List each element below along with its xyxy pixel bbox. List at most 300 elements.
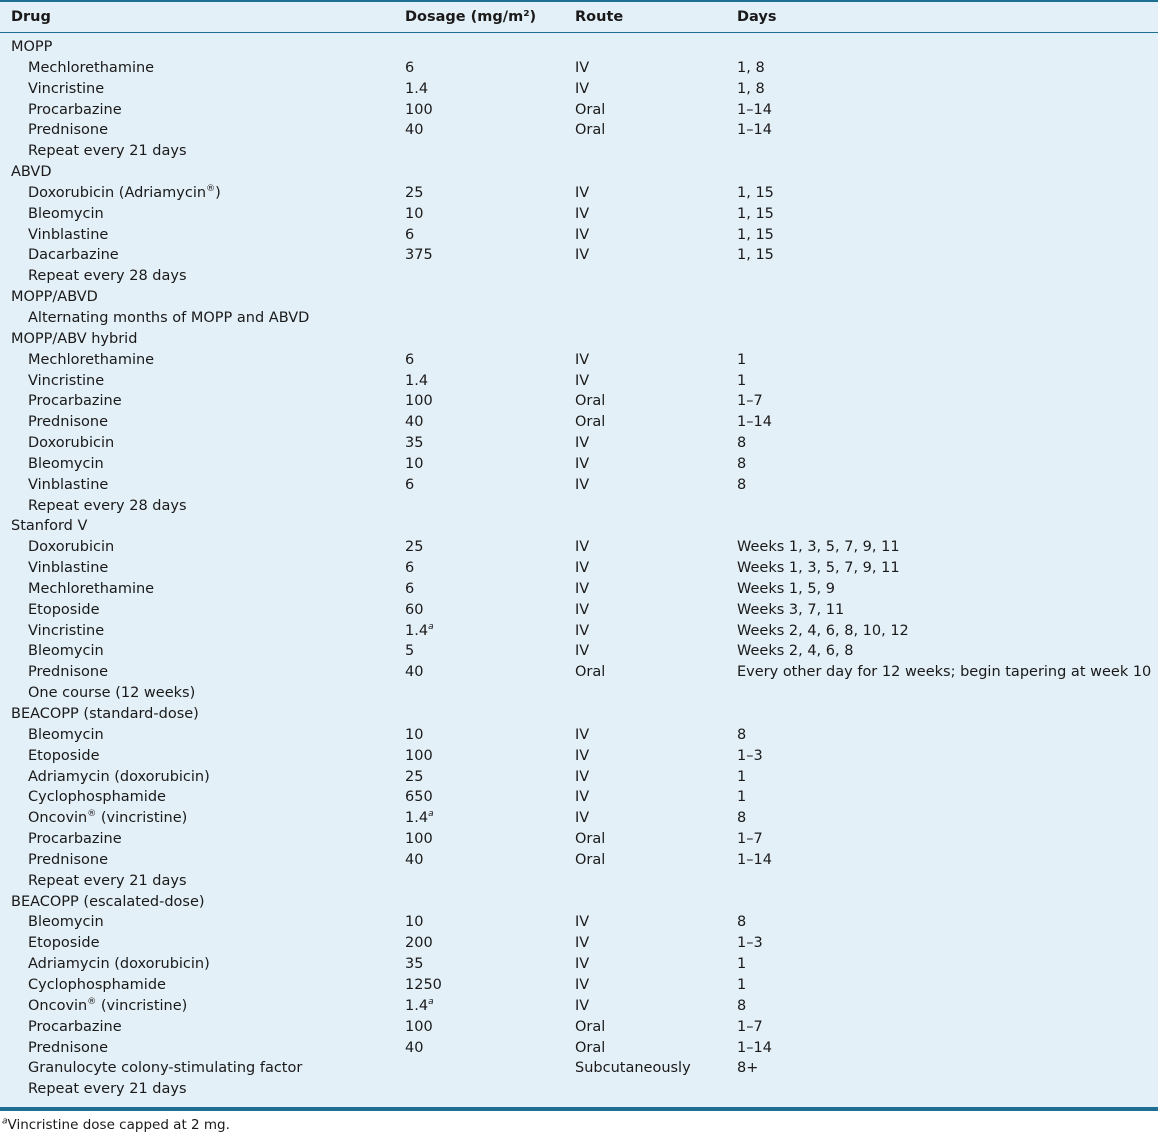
dosage-value: 650	[405, 789, 433, 806]
table-row	[0, 600, 1158, 621]
dosage-cell	[405, 621, 434, 641]
drug-name: Procarbazine	[28, 1018, 122, 1035]
drug-name: Etoposide	[28, 747, 100, 764]
drug-cell	[28, 1058, 302, 1078]
drug-name: Vincristine	[28, 80, 105, 97]
drug-name: Bleomycin	[28, 914, 104, 931]
dosage-cell	[405, 433, 423, 453]
drug-cell	[28, 683, 195, 703]
dosage-value: 40	[405, 414, 424, 431]
table-row	[0, 391, 1158, 412]
table-row	[0, 912, 1158, 933]
regimen-row	[0, 287, 1158, 308]
dosage-value: 6	[405, 59, 415, 76]
days-cell: 1, 15	[737, 205, 774, 222]
table-row	[0, 245, 1158, 266]
registered-mark: ®	[87, 996, 97, 1007]
footnote-text: Vincristine dose capped at 2 mg.	[7, 1117, 230, 1133]
days-cell: 1–14	[737, 101, 772, 118]
drug-name: BEACOPP (escalated-dose)	[11, 893, 205, 910]
dosage-cell	[405, 1017, 433, 1037]
dosage-cell	[405, 204, 423, 224]
dosage-cell	[405, 412, 423, 432]
dosage-value: 10	[405, 914, 424, 931]
drug-cell	[28, 662, 108, 682]
drug-name: Vincristine	[28, 372, 105, 389]
drug-cell	[28, 787, 166, 807]
dosage-value: 1.4	[405, 372, 429, 389]
dosage-value: 25	[405, 768, 424, 785]
footnote-marker: a	[2, 1116, 8, 1127]
drug-name: Mechlorethamine	[28, 59, 155, 76]
days-cell: 1–3	[737, 935, 763, 952]
dosage-cell	[405, 746, 433, 766]
dosage-cell	[405, 100, 433, 120]
drug-name: Repeat every 28 days	[28, 268, 187, 285]
drug-name: Doxorubicin	[28, 435, 115, 452]
drug-name: Etoposide	[28, 601, 100, 618]
dosage-value: 6	[405, 560, 415, 577]
days-cell: 8	[737, 997, 747, 1014]
drug-cell	[28, 558, 108, 578]
route-cell: IV	[575, 372, 590, 389]
registered-mark: ®	[206, 184, 216, 195]
dosage-value: 35	[405, 435, 424, 452]
route-cell: IV	[575, 768, 590, 785]
table-row	[0, 183, 1158, 204]
days-cell: 1, 8	[737, 59, 765, 76]
drug-name: Vinblastine	[28, 476, 109, 493]
dosage-cell	[405, 245, 433, 265]
dosage-value: 375	[405, 247, 433, 264]
route-cell: Oral	[575, 1039, 606, 1056]
dosage-value: 100	[405, 101, 433, 118]
table-row	[0, 975, 1158, 996]
drug-name: Stanford V	[11, 518, 88, 535]
dosage-value: 10	[405, 205, 424, 222]
table-body	[0, 37, 1158, 1100]
drug-name-suffix: (vincristine)	[96, 810, 188, 827]
table-row	[0, 79, 1158, 100]
dosage-cell	[405, 996, 434, 1016]
route-cell: IV	[575, 747, 590, 764]
route-cell: Oral	[575, 414, 606, 431]
table-row	[0, 204, 1158, 225]
drug-name: Bleomycin	[28, 643, 104, 660]
drug-cell	[28, 912, 104, 932]
route-cell: IV	[575, 476, 590, 493]
table-row	[0, 1017, 1158, 1038]
dosage-cell	[405, 725, 423, 745]
table-row	[0, 537, 1158, 558]
dosage-cell	[405, 1038, 423, 1058]
dosage-value: 10	[405, 726, 424, 743]
table-header	[0, 4, 1158, 33]
table-row	[0, 412, 1158, 433]
drug-cell	[28, 850, 108, 870]
drug-cell	[28, 120, 108, 140]
route-cell: IV	[575, 976, 590, 993]
route-cell: Oral	[575, 851, 606, 868]
drug-cell	[28, 496, 187, 516]
route-cell: IV	[575, 351, 590, 368]
footnote	[2, 1117, 230, 1133]
regimen-name	[11, 516, 87, 536]
drug-cell	[28, 433, 114, 453]
drug-name: Oncovin	[28, 810, 88, 827]
days-cell: Weeks 1, 3, 5, 7, 9, 11	[737, 560, 900, 577]
table-row	[0, 662, 1158, 683]
route-cell: Oral	[575, 1018, 606, 1035]
route-cell: Oral	[575, 101, 606, 118]
dosage-cell	[405, 933, 433, 953]
dosage-value: 1.4	[405, 997, 429, 1014]
drug-cell	[28, 621, 104, 641]
dosage-cell	[405, 225, 414, 245]
table-row	[0, 1038, 1158, 1059]
drug-cell	[28, 579, 154, 599]
route-cell: IV	[575, 435, 590, 452]
route-cell: Oral	[575, 831, 606, 848]
table-row	[0, 350, 1158, 371]
drug-name: Repeat every 21 days	[28, 1081, 187, 1098]
drug-cell	[28, 100, 122, 120]
table-row	[0, 266, 1158, 287]
drug-cell	[28, 204, 104, 224]
route-cell: Subcutaneously	[575, 1060, 691, 1077]
drug-name: Prednisone	[28, 664, 109, 681]
drug-name: Vinblastine	[28, 226, 109, 243]
route-cell: IV	[575, 726, 590, 743]
days-cell: 8	[737, 726, 747, 743]
regimen-row	[0, 704, 1158, 725]
days-cell: 1, 15	[737, 226, 774, 243]
route-cell: IV	[575, 914, 590, 931]
table-row	[0, 558, 1158, 579]
table-row	[0, 621, 1158, 642]
drug-name: Dacarbazine	[28, 247, 119, 264]
drug-name: Etoposide	[28, 935, 100, 952]
table-row	[0, 1058, 1158, 1079]
drug-cell	[28, 475, 108, 495]
drug-cell	[28, 225, 108, 245]
drug-name: Repeat every 28 days	[28, 497, 187, 514]
drug-cell	[28, 871, 187, 891]
table-row	[0, 871, 1158, 892]
table-row	[0, 225, 1158, 246]
dosage-cell	[405, 371, 428, 391]
route-cell: IV	[575, 247, 590, 264]
footnote-ref: a	[428, 996, 434, 1007]
regimen-row	[0, 516, 1158, 537]
table-row	[0, 496, 1158, 517]
days-cell: Weeks 3, 7, 11	[737, 601, 845, 618]
dosage-cell	[405, 79, 428, 99]
drug-name-suffix: )	[215, 184, 221, 201]
table-row	[0, 787, 1158, 808]
drug-name: Mechlorethamine	[28, 351, 155, 368]
table-row	[0, 725, 1158, 746]
dosage-cell	[405, 787, 433, 807]
table-row	[0, 475, 1158, 496]
bottom-rule	[0, 1107, 1158, 1111]
days-cell: 1	[737, 976, 747, 993]
dosage-value: 40	[405, 122, 424, 139]
drug-cell	[28, 725, 104, 745]
drug-name: Vincristine	[28, 622, 105, 639]
dosage-cell	[405, 767, 423, 787]
drug-name: MOPP/ABV hybrid	[11, 330, 138, 347]
drug-cell	[28, 245, 119, 265]
regimen-row	[0, 162, 1158, 183]
table-row	[0, 371, 1158, 392]
drug-cell	[28, 1079, 187, 1099]
table-row	[0, 683, 1158, 704]
dosage-value: 1.4	[405, 80, 429, 97]
drug-name: Prednisone	[28, 122, 109, 139]
drug-cell	[28, 746, 100, 766]
days-cell: 1	[737, 956, 747, 973]
days-cell: 1–14	[737, 122, 772, 139]
drug-cell	[28, 350, 154, 370]
dosage-cell	[405, 454, 423, 474]
drug-cell	[28, 454, 104, 474]
dosage-value: 6	[405, 580, 415, 597]
dosage-value: 40	[405, 664, 424, 681]
route-cell: IV	[575, 59, 590, 76]
drug-cell	[28, 933, 100, 953]
dosage-cell	[405, 58, 414, 78]
dosage-value: 1250	[405, 976, 442, 993]
dosage-value: 25	[405, 539, 424, 556]
route-cell: IV	[575, 184, 590, 201]
route-cell: IV	[575, 643, 590, 660]
table-row	[0, 579, 1158, 600]
days-cell: 8	[737, 810, 747, 827]
dosage-cell	[405, 808, 434, 828]
table-row	[0, 454, 1158, 475]
dosage-value: 6	[405, 476, 415, 493]
drug-name: Cyclophosphamide	[28, 789, 166, 806]
table-row	[0, 58, 1158, 79]
drug-name: Bleomycin	[28, 455, 104, 472]
drug-name: Cyclophosphamide	[28, 976, 166, 993]
regimen-row	[0, 892, 1158, 913]
dosage-value: 10	[405, 455, 424, 472]
dosage-cell	[405, 954, 423, 974]
drug-cell	[28, 537, 114, 557]
days-cell: 8	[737, 455, 747, 472]
header-days: Days	[737, 9, 777, 25]
route-cell: IV	[575, 601, 590, 618]
route-cell: IV	[575, 226, 590, 243]
drug-name: ABVD	[11, 164, 52, 181]
drug-cell	[28, 58, 154, 78]
route-cell: Oral	[575, 664, 606, 681]
dosage-value: 40	[405, 1039, 424, 1056]
drug-name: Adriamycin (doxorubicin)	[28, 768, 210, 785]
dosage-cell	[405, 183, 423, 203]
registered-mark: ®	[87, 809, 97, 820]
drug-cell	[28, 954, 210, 974]
drug-cell	[28, 975, 166, 995]
dosage-cell	[405, 579, 414, 599]
days-cell: 1–7	[737, 1018, 763, 1035]
days-cell: 8+	[737, 1060, 759, 1077]
regimen-name	[11, 287, 98, 307]
table-row	[0, 120, 1158, 141]
table-row	[0, 141, 1158, 162]
table-row	[0, 850, 1158, 871]
dosage-value: 100	[405, 831, 433, 848]
drug-name: Procarbazine	[28, 101, 122, 118]
dosage-cell	[405, 120, 423, 140]
dosage-cell	[405, 850, 423, 870]
days-cell: Weeks 2, 4, 6, 8	[737, 643, 854, 660]
drug-name: Repeat every 21 days	[28, 143, 187, 160]
drug-name: Repeat every 21 days	[28, 872, 187, 889]
regimen-row	[0, 37, 1158, 58]
days-cell: 1–3	[737, 747, 763, 764]
table-row	[0, 829, 1158, 850]
table-row	[0, 1079, 1158, 1100]
days-cell: 1	[737, 789, 747, 806]
dosage-cell	[405, 975, 442, 995]
drug-name: Prednisone	[28, 851, 109, 868]
drug-name: Bleomycin	[28, 205, 104, 222]
days-cell: 1	[737, 351, 747, 368]
drug-name: MOPP	[11, 39, 53, 55]
drug-name: Alternating months of MOPP and ABVD	[28, 309, 310, 326]
drug-cell	[28, 308, 309, 328]
drug-cell	[28, 1017, 122, 1037]
drug-name: Doxorubicin	[28, 539, 115, 556]
footnote-ref: a	[428, 621, 434, 632]
route-cell: IV	[575, 205, 590, 222]
route-cell: IV	[575, 810, 590, 827]
dosage-value: 6	[405, 226, 415, 243]
dosage-value: 1.4	[405, 810, 429, 827]
drug-name: Procarbazine	[28, 393, 122, 410]
route-cell: IV	[575, 956, 590, 973]
header-dosage: Dosage (mg/m²)	[405, 9, 537, 25]
dosage-cell	[405, 600, 423, 620]
drug-name: Vinblastine	[28, 560, 109, 577]
drug-cell	[28, 767, 210, 787]
dosage-value: 200	[405, 935, 433, 952]
dosage-cell	[405, 475, 414, 495]
drug-cell	[28, 829, 122, 849]
dosage-cell	[405, 662, 423, 682]
drug-name: Prednisone	[28, 414, 109, 431]
drug-name: Adriamycin (doxorubicin)	[28, 956, 210, 973]
dosage-value: 40	[405, 851, 424, 868]
days-cell: 8	[737, 476, 747, 493]
table-row	[0, 433, 1158, 454]
days-cell: 1–7	[737, 831, 763, 848]
dosage-cell	[405, 829, 433, 849]
days-cell: 1, 15	[737, 247, 774, 264]
drug-cell	[28, 391, 122, 411]
drug-cell	[28, 641, 104, 661]
regimen-name	[11, 704, 199, 724]
drug-cell	[28, 141, 187, 161]
dosage-cell	[405, 537, 423, 557]
table-row	[0, 308, 1158, 329]
table-row	[0, 767, 1158, 788]
route-cell: IV	[575, 560, 590, 577]
table-row	[0, 996, 1158, 1017]
dosage-cell	[405, 350, 414, 370]
regimen-name	[11, 329, 137, 349]
table-row	[0, 641, 1158, 662]
days-cell: 1–7	[737, 393, 763, 410]
drug-name: Doxorubicin (Adriamycin	[28, 184, 207, 201]
dosage-value: 100	[405, 747, 433, 764]
table-row	[0, 933, 1158, 954]
route-cell: IV	[575, 580, 590, 597]
dosage-cell	[405, 558, 414, 578]
dosage-cell	[405, 391, 433, 411]
dosage-value: 100	[405, 393, 433, 410]
drug-name: Prednisone	[28, 1039, 109, 1056]
table-row	[0, 100, 1158, 121]
route-cell: IV	[575, 539, 590, 556]
days-cell: 1–14	[737, 414, 772, 431]
drug-cell	[28, 808, 187, 828]
table-row	[0, 954, 1158, 975]
drug-name-suffix: (vincristine)	[96, 997, 188, 1014]
footnote-ref: a	[428, 809, 434, 820]
regimen-name	[11, 892, 205, 912]
days-cell: Weeks 1, 5, 9	[737, 580, 836, 597]
drug-name: MOPP/ABVD	[11, 289, 98, 306]
route-cell: IV	[575, 622, 590, 639]
dosage-value: 5	[405, 643, 415, 660]
route-cell: IV	[575, 789, 590, 806]
regimen-name	[11, 162, 52, 182]
dosage-value: 35	[405, 956, 424, 973]
days-cell: 1	[737, 768, 747, 785]
dosage-cell	[405, 641, 414, 661]
dosage-value: 60	[405, 601, 424, 618]
drug-name: Bleomycin	[28, 726, 104, 743]
dosage-value: 1.4	[405, 622, 429, 639]
days-cell: 8	[737, 435, 747, 452]
days-cell: Weeks 1, 3, 5, 7, 9, 11	[737, 539, 900, 556]
regimen-row	[0, 329, 1158, 350]
days-cell: 1, 15	[737, 184, 774, 201]
days-cell: 1–14	[737, 851, 772, 868]
regimen-name	[11, 37, 52, 57]
route-cell: Oral	[575, 122, 606, 139]
drug-cell	[28, 183, 221, 203]
days-cell: 1, 8	[737, 80, 765, 97]
days-cell: 1	[737, 372, 747, 389]
route-cell: IV	[575, 455, 590, 472]
dosage-value: 100	[405, 1018, 433, 1035]
header-drug: Drug	[11, 9, 51, 25]
dosage-value: 6	[405, 351, 415, 368]
drug-name: Mechlorethamine	[28, 580, 155, 597]
drug-name: Granulocyte colony-stimulating factor	[28, 1060, 303, 1077]
days-cell: 1–14	[737, 1039, 772, 1056]
table-row	[0, 808, 1158, 829]
drug-cell	[28, 79, 104, 99]
drug-name: Oncovin	[28, 997, 88, 1014]
route-cell: Oral	[575, 393, 606, 410]
drug-cell	[28, 412, 108, 432]
